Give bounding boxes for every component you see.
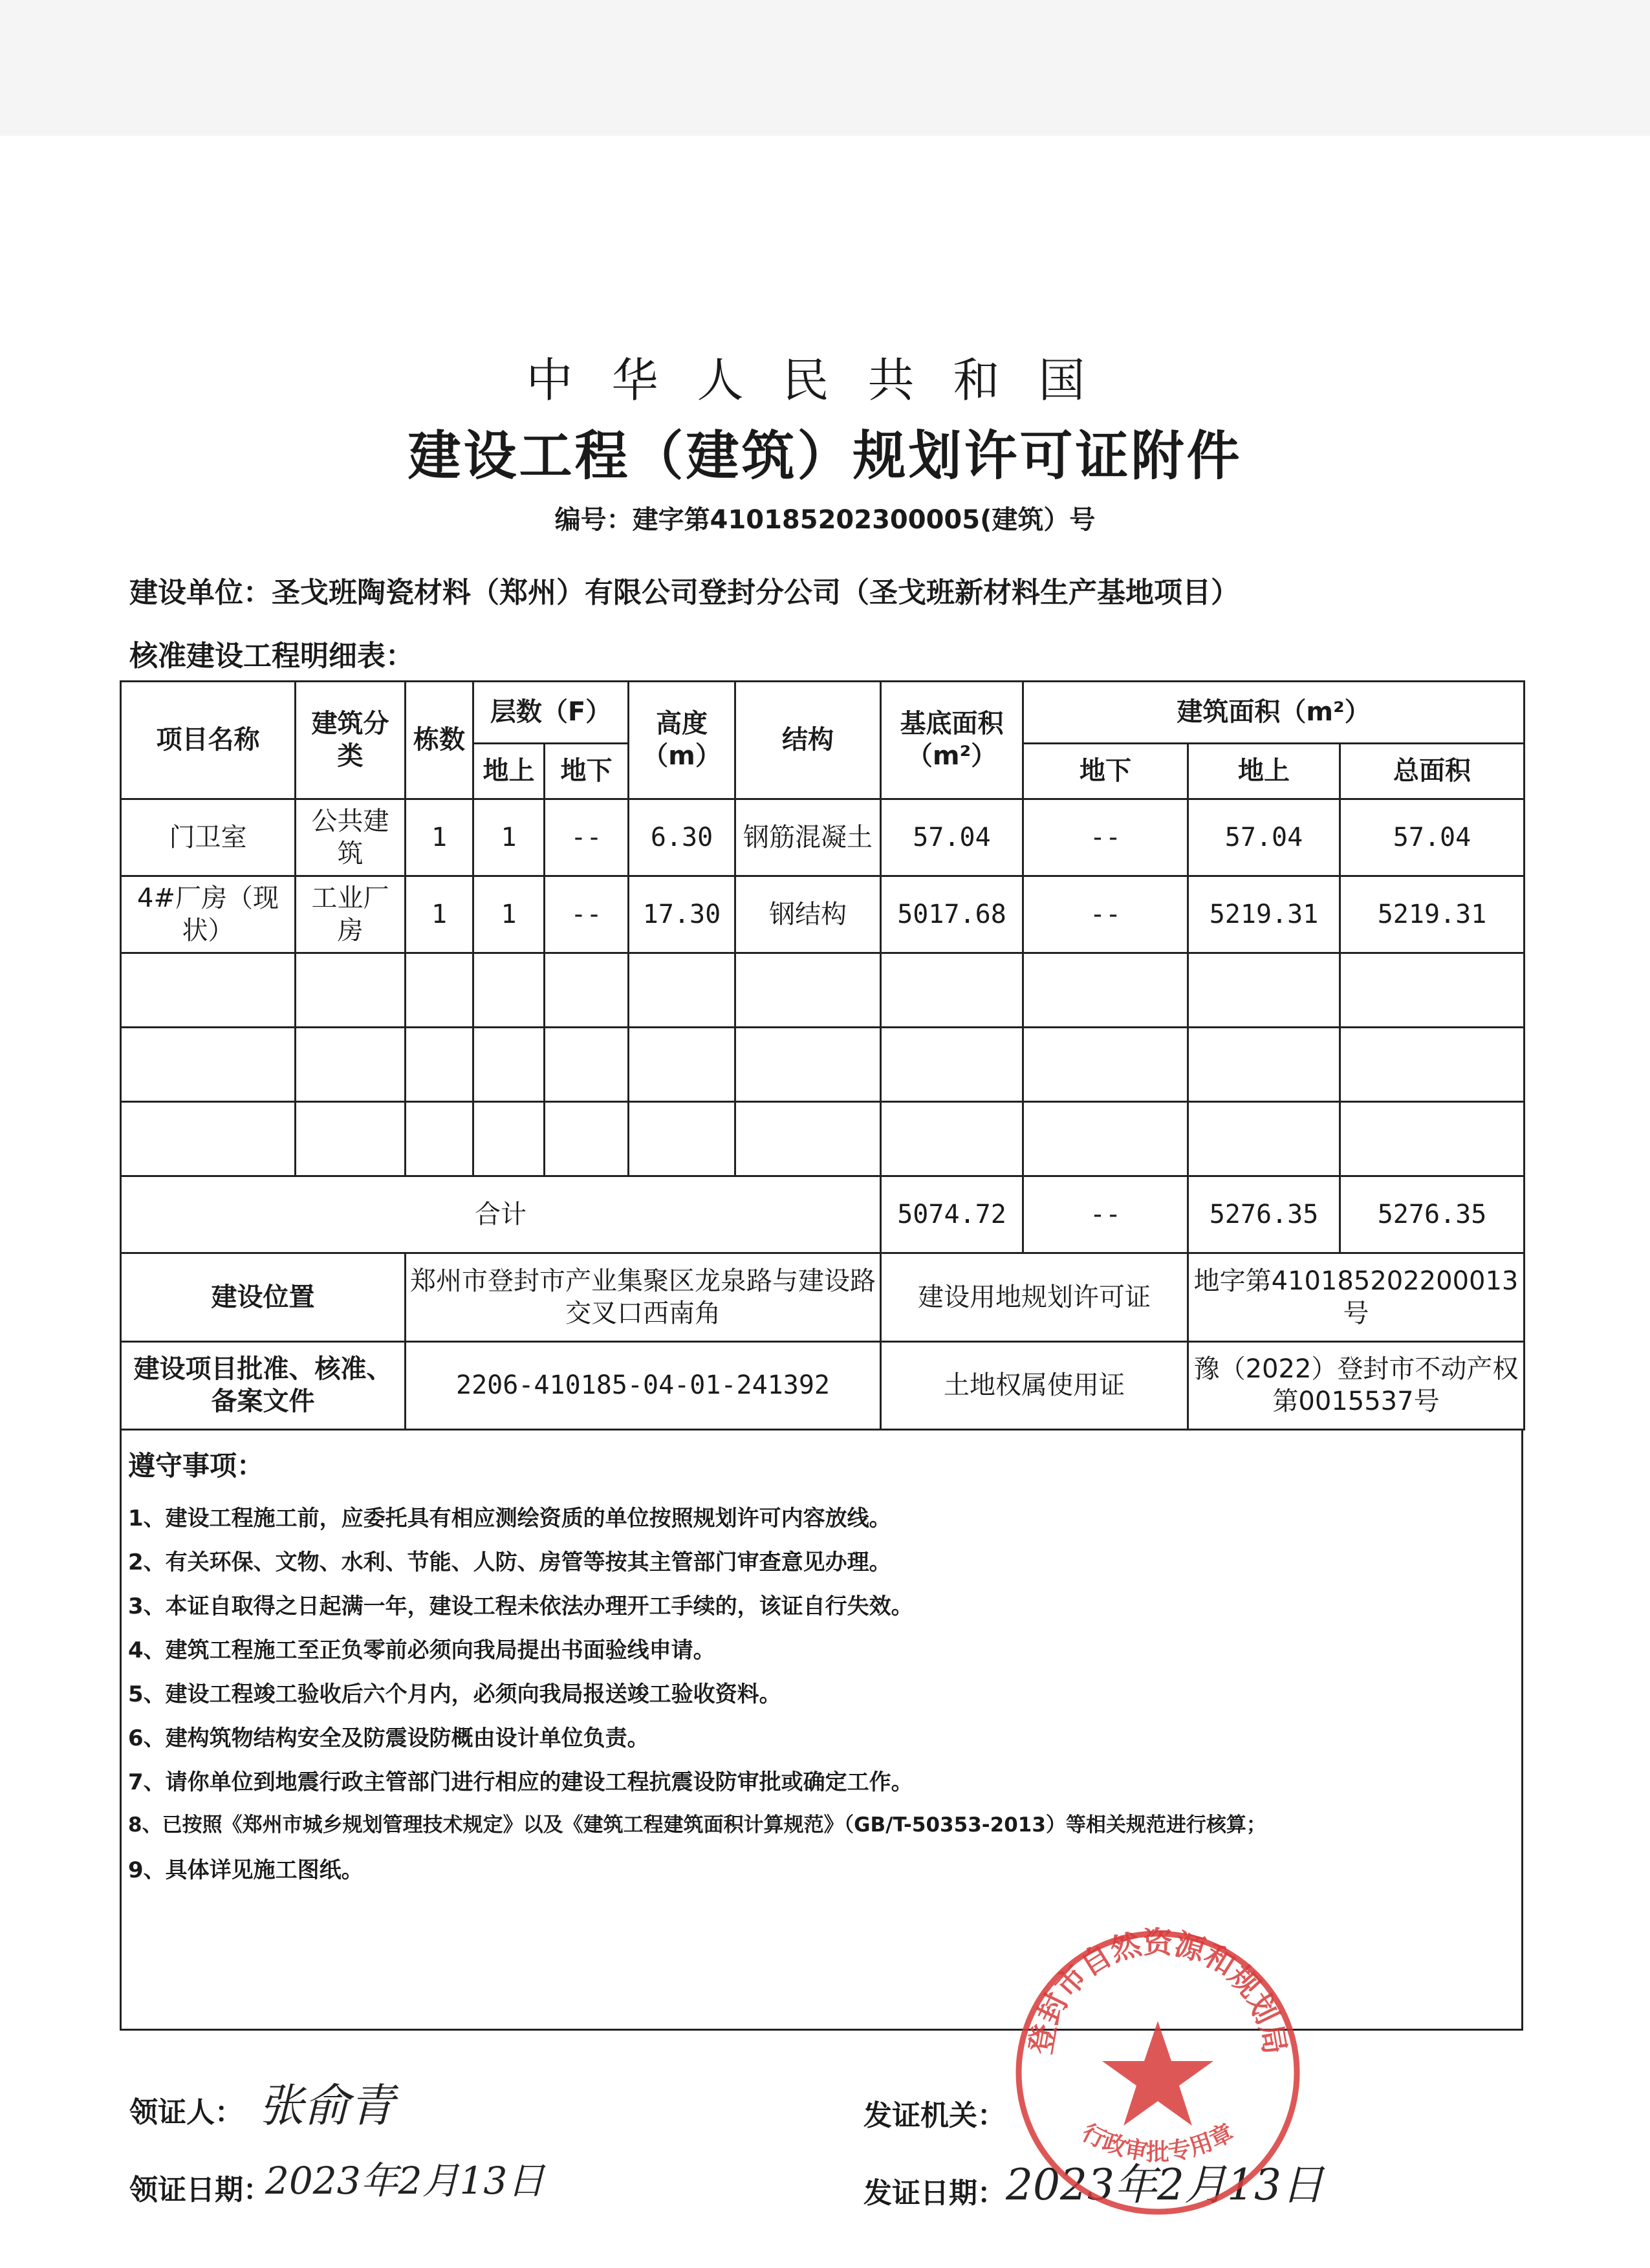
header-area-above: 地上 xyxy=(1188,743,1340,799)
notice-item: 1、建设工程施工前，应委托具有相应测绘资质的单位按照规划许可内容放线。 xyxy=(128,1506,891,1531)
notice-item: 4、建筑工程施工至正负零前必须向我局提出书面验线申请。 xyxy=(128,1637,715,1663)
receive-date-label: 领证日期： xyxy=(129,2174,272,2207)
cell-structure: 钢结构 xyxy=(735,876,881,953)
cell-area-below: -- xyxy=(1023,799,1188,876)
header-floors-below: 地下 xyxy=(545,743,629,799)
receiver-label: 领证人： xyxy=(129,2096,243,2129)
header-structure: 结构 xyxy=(735,682,881,799)
cell-below: -- xyxy=(545,799,629,876)
notice-item: 5、建设工程竣工验收后六个月内，必须向我局报送竣工验收资料。 xyxy=(128,1681,781,1707)
land-cert-value: 豫（2022）登封市不动产权第0015537号 xyxy=(1188,1341,1525,1429)
total-row xyxy=(121,1176,1525,1253)
header-count: 栋数 xyxy=(406,682,473,799)
location-label: 建设位置 xyxy=(121,1253,406,1341)
cell-above: 1 xyxy=(473,799,545,876)
scan-border xyxy=(0,0,1650,136)
header-area-below: 地下 xyxy=(1023,743,1188,799)
total-label: 合计 xyxy=(121,1176,881,1253)
seal-outer-text: 登封市自然资源和规划局 xyxy=(1023,1925,1293,2057)
notice-item: 9、具体详见施工图纸。 xyxy=(128,1857,364,1883)
notice-item: 7、请你单位到地震行政主管部门进行相应的建设工程抗震设防审批或确定工作。 xyxy=(128,1769,913,1795)
approval-value: 2206-410185-04-01-241392 xyxy=(406,1341,881,1429)
land-permit-value: 地字第410185202200013号 xyxy=(1188,1253,1525,1341)
cell-above: 1 xyxy=(473,876,545,953)
receive-date-handwritten: 2023年2月13日 xyxy=(265,2159,545,2203)
header-category: 建筑分类 xyxy=(296,682,406,799)
land-cert-label: 土地权属使用证 xyxy=(881,1341,1188,1429)
cell-base-area: 57.04 xyxy=(881,799,1023,876)
cell-name: 4#厂房（现状） xyxy=(121,876,296,953)
cell-area-total: 57.04 xyxy=(1340,799,1525,876)
official-seal xyxy=(1009,1924,1307,2221)
table-row xyxy=(121,876,1525,953)
notice-item: 8、已按照《郑州市城乡规划管理技术规定》以及《建筑工程建筑面积计算规范》（GB/T-50353-2013）等相关规范进行核算； xyxy=(128,1813,1266,1837)
cell-base-area: 5017.68 xyxy=(881,876,1023,953)
cell-height: 6.30 xyxy=(629,799,735,876)
table-title: 核准建设工程明细表： xyxy=(129,640,414,673)
cell-name: 门卫室 xyxy=(121,799,296,876)
cell-category: 工业厂房 xyxy=(296,876,406,953)
empty-row xyxy=(121,953,1525,1027)
empty-row xyxy=(121,1028,1525,1102)
location-value: 郑州市登封市产业集聚区龙泉路与建设路交叉口西南角 xyxy=(406,1253,881,1341)
cell-category: 公共建筑 xyxy=(296,799,406,876)
cell-area-total: 5219.31 xyxy=(1340,876,1525,953)
header-floors: 层数（F） xyxy=(473,682,629,744)
cell-count: 1 xyxy=(406,876,473,953)
notice-section xyxy=(120,1431,1523,2031)
document-title: 建设工程（建筑）规划许可证附件 xyxy=(407,426,1243,487)
country-title: 中华人民共和国 xyxy=(526,353,1124,407)
notice-item: 2、有关环保、文物、水利、节能、人防、房管等按其主管部门审查意见办理。 xyxy=(128,1550,891,1575)
header-height: 高度（m） xyxy=(629,682,735,799)
total-base-area: 5074.72 xyxy=(881,1176,1023,1253)
cell-area-above: 57.04 xyxy=(1188,799,1340,876)
cell-height: 17.30 xyxy=(629,876,735,953)
approval-label: 建设项目批准、核准、备案文件 xyxy=(121,1341,406,1429)
cell-below: -- xyxy=(545,876,629,953)
project-details-table xyxy=(120,680,1525,1431)
total-area-below: -- xyxy=(1023,1176,1188,1253)
cell-area-above: 5219.31 xyxy=(1188,876,1340,953)
cell-structure: 钢筋混凝土 xyxy=(735,799,881,876)
header-area-total: 总面积 xyxy=(1340,743,1525,799)
header-project-name: 项目名称 xyxy=(121,682,296,799)
issuer-label: 发证机关： xyxy=(863,2099,1006,2132)
cell-area-below: -- xyxy=(1023,876,1188,953)
issue-date-label: 发证日期： xyxy=(863,2177,1006,2210)
land-permit-label: 建设用地规划许可证 xyxy=(881,1253,1188,1341)
document-number: 编号：建字第410185202300005(建筑）号 xyxy=(554,505,1096,535)
cell-count: 1 xyxy=(406,799,473,876)
notice-item: 3、本证自取得之日起满一年，建设工程未依法办理开工手续的，该证自行失效。 xyxy=(128,1593,913,1619)
notice-item: 6、建构筑物结构安全及防震设防概由设计单位负责。 xyxy=(128,1725,649,1751)
notice-title: 遵守事项： xyxy=(128,1450,265,1482)
construction-unit: 建设单位：圣戈班陶瓷材料（郑州）有限公司登封分公司（圣戈班新材料生产基地项目） xyxy=(129,576,1239,609)
header-floors-above: 地上 xyxy=(473,743,545,799)
table-row xyxy=(121,799,1525,876)
issue-date-handwritten: 2023年2月13日 xyxy=(1006,2160,1324,2210)
seal-inner-text: 行政审批专用章 xyxy=(1078,2119,1238,2166)
receiver-signature: 张俞青 xyxy=(259,2079,395,2132)
svg-text:行政审批专用章 xyxy=(1078,2119,1238,2166)
total-area-total: 5276.35 xyxy=(1340,1176,1525,1253)
header-building-area: 建筑面积（m²） xyxy=(1023,682,1525,744)
header-base-area: 基底面积（m²） xyxy=(881,682,1023,799)
empty-row xyxy=(121,1102,1525,1176)
total-area-above: 5276.35 xyxy=(1188,1176,1340,1253)
